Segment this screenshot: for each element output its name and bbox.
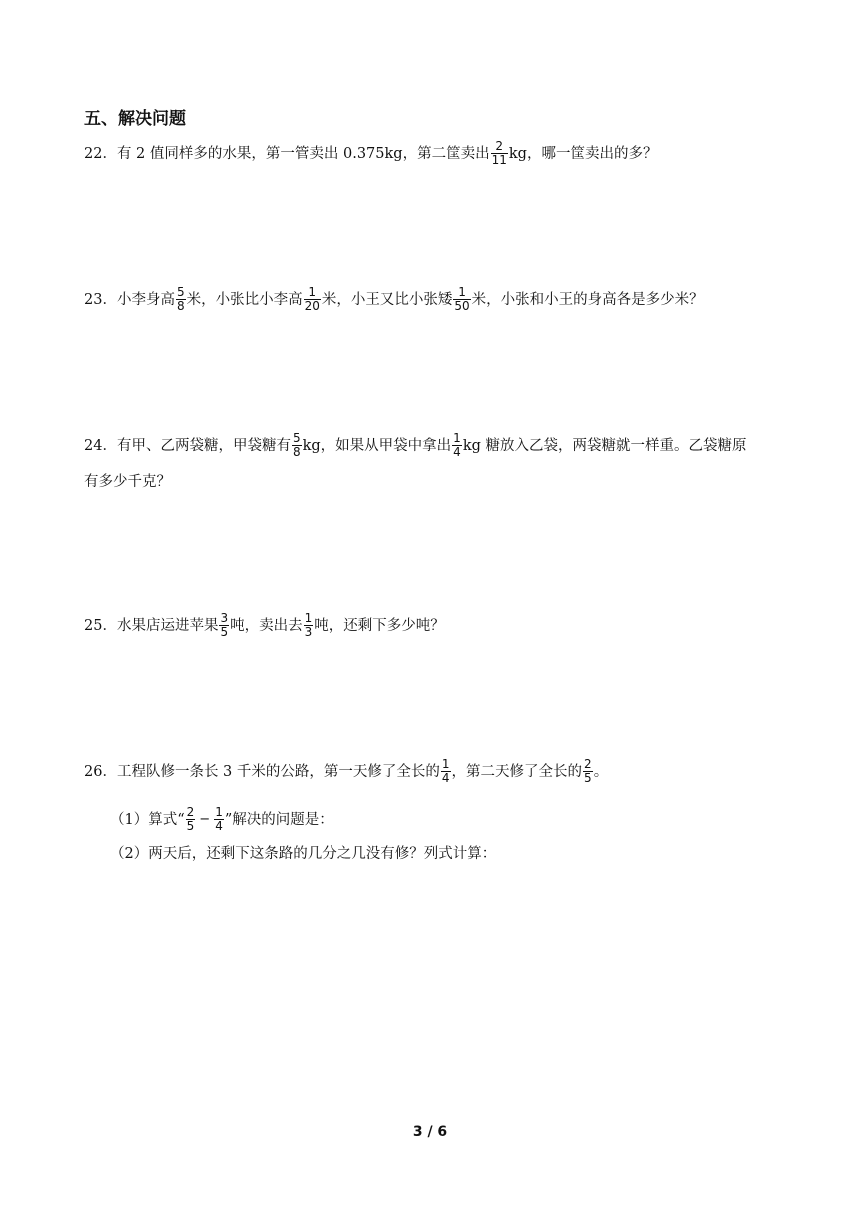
q24-text-b: kg，如果从甲袋中拿出 — [302, 437, 452, 454]
fraction: $\frac{1}{3}$ — [304, 611, 313, 639]
fraction: $\frac{1}{50}$ — [454, 285, 470, 313]
question-23 — [84, 286, 704, 313]
fraction: $\frac{5}{8}$ — [292, 431, 301, 459]
q22-text-b: kg，哪一筐卖出的多？ — [508, 145, 658, 162]
fraction: $\frac{1}{4}$ — [441, 757, 450, 785]
q26-p1-text-a: （1）算式“ — [110, 811, 185, 828]
question-22 — [84, 140, 657, 167]
fraction: $\frac{1}{4}$ — [453, 431, 461, 459]
question-26-part-1 — [110, 806, 334, 833]
q24-text-c: kg 糖放入乙袋，两袋糖就一样重。乙袋糖原 — [462, 437, 747, 454]
fraction: $\frac{5}{8}$ — [176, 285, 185, 313]
question-24-line-2 — [84, 472, 171, 492]
q25-text-c: 吨，还剩下多少吨？ — [314, 617, 445, 634]
q24-text-a: 24．有甲、乙两袋糖，甲袋糖有 — [84, 437, 291, 454]
q23-text-d: 米，小张和小王的身高各是多少米？ — [471, 291, 704, 308]
fraction: $\frac{2}{5}$ — [186, 805, 195, 833]
q23-text-c: 米，小王又比小张矮 — [321, 291, 453, 308]
q25-text-a: 25．水果店运进苹果 — [84, 617, 219, 634]
question-25 — [84, 612, 445, 639]
q26-text-c: 。 — [593, 763, 609, 780]
minus-operator: − — [199, 811, 211, 827]
fraction: $\frac{3}{5}$ — [220, 611, 229, 639]
fraction: $\frac{1}{20}$ — [304, 285, 320, 313]
section-title: 五、解决问题 — [84, 109, 186, 129]
question-26 — [84, 758, 608, 785]
fraction: $\frac{2}{11}$ — [491, 139, 507, 167]
q26-text-a: 26．工程队修一条长 3 千米的公路，第一天修了全长的 — [84, 763, 440, 780]
q23-text-a: 23．小李身高 — [84, 291, 175, 308]
question-26-part-2 — [110, 844, 496, 864]
q24-text-line2: 有多少千克？ — [84, 474, 171, 490]
fraction: $\frac{1}{4}$ — [215, 805, 223, 833]
fraction: $\frac{2}{5}$ — [584, 757, 592, 785]
q26-text-b: ，第二天修了全长的 — [451, 763, 583, 780]
q25-text-b: 吨，卖出去 — [230, 617, 303, 634]
q23-text-b: 米，小张比小李高 — [186, 291, 303, 308]
q26-p2-text: （2）两天后，还剩下这条路的几分之几没有修？列式计算： — [110, 846, 497, 862]
question-24 — [84, 432, 747, 459]
q26-p1-text-b: ”解决的问题是： — [224, 811, 334, 828]
page-number: 3 / 6 — [412, 1124, 448, 1140]
q22-text-a: 22．有 2 值同样多的水果，第一管卖出 0.375kg，第二筐卖出 — [84, 145, 490, 162]
